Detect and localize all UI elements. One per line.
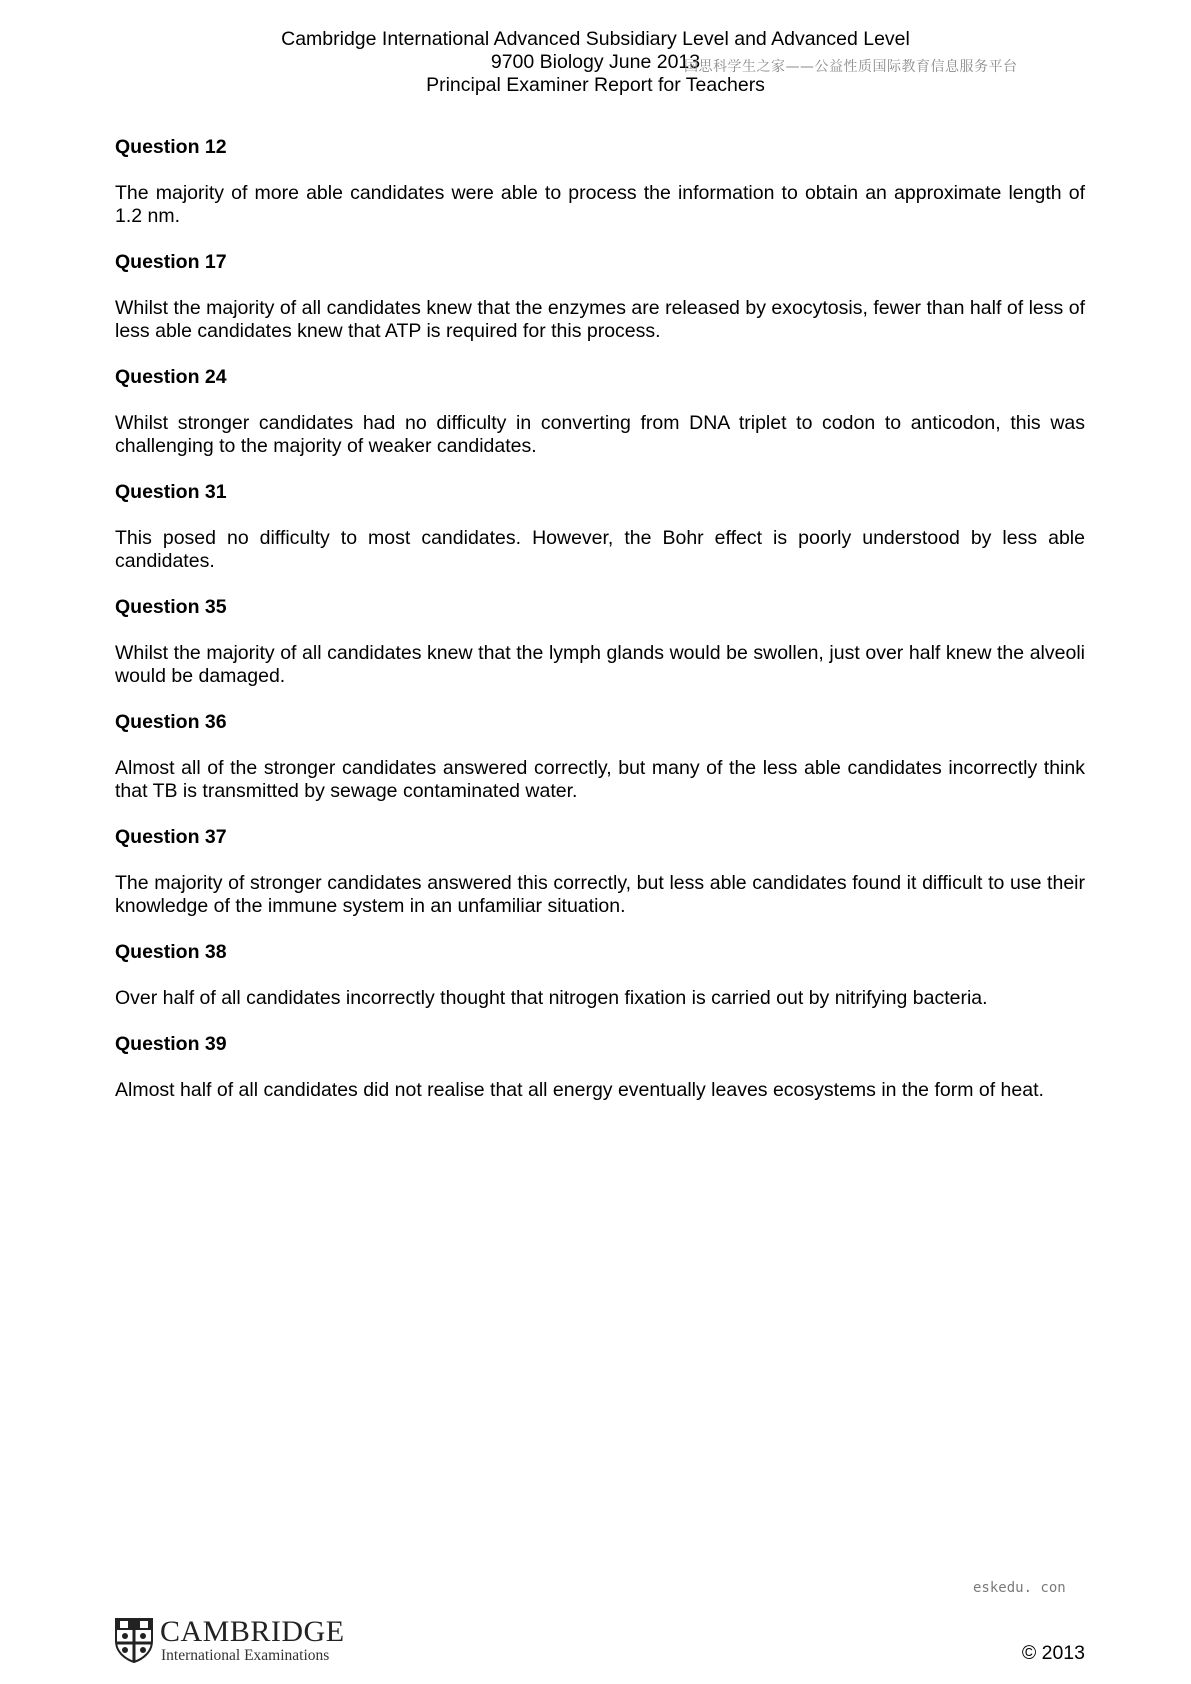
question-comment: Over half of all candidates incorrectly thought that nitrogen fixation is carried out by nitrifying bacteria. (115, 987, 988, 1009)
header-line-1: Cambridge International Advanced Subsidiary Level and Advanced Level (281, 28, 910, 50)
watermark-text: 国思科学生之家——公益性质国际教育信息服务平台 (684, 59, 1018, 75)
report-body (115, 136, 1085, 1125)
question-title: Question 36 (115, 711, 227, 733)
site-watermark: eskedu. con (973, 1580, 1066, 1596)
question-title: Question 39 (115, 1033, 227, 1055)
cambridge-shield-icon (114, 1617, 154, 1663)
question-title: Question 24 (115, 366, 227, 388)
question-comment: This posed no difficulty to most candidates. However, the Bohr effect is poorly understood by less able candidates. (115, 527, 1085, 572)
logo-title: CAMBRIDGE (160, 1615, 345, 1648)
question-comment: Whilst the majority of all candidates knew that the enzymes are released by exocytosis, fewer than half of less of less able candidates knew that ATP is required for this process. (115, 297, 1085, 342)
question-title: Question 31 (115, 481, 227, 503)
header-line-3: Principal Examiner Report for Teachers (426, 74, 765, 96)
logo-subtitle: International Examinations (161, 1647, 330, 1664)
question-comment: The majority of stronger candidates answered this correctly, but less able candidates found it difficult to use their knowledge of the immune system in an unfamiliar situation. (115, 872, 1085, 917)
question-comment: Whilst the majority of all candidates knew that the lymph glands would be swollen, just over half knew the alveoli would be damaged. (115, 642, 1085, 687)
question-comment: Almost all of the stronger candidates answered correctly, but many of the less able candidates incorrectly think that TB is transmitted by sewage contaminated water. (115, 757, 1085, 802)
question-title: Question 35 (115, 596, 227, 618)
question-title: Question 17 (115, 251, 227, 273)
question-comment: Almost half of all candidates did not realise that all energy eventually leaves ecosystems in the form of heat. (115, 1079, 1044, 1101)
copyright: © 2013 (1021, 1642, 1085, 1664)
question-comment: The majority of more able candidates were able to process the information to obtain an approximate length of 1.2 nm. (115, 182, 1085, 227)
question-title: Question 12 (115, 136, 227, 158)
question-title: Question 37 (115, 826, 227, 848)
header-line-2: 9700 Biology June 2013 (490, 51, 701, 73)
question-comment: Whilst stronger candidates had no difficulty in converting from DNA triplet to codon to anticodon, this was challenging to the majority of weaker candidates. (115, 412, 1085, 457)
question-title: Question 38 (115, 941, 227, 963)
cambridge-logo (114, 1617, 354, 1665)
